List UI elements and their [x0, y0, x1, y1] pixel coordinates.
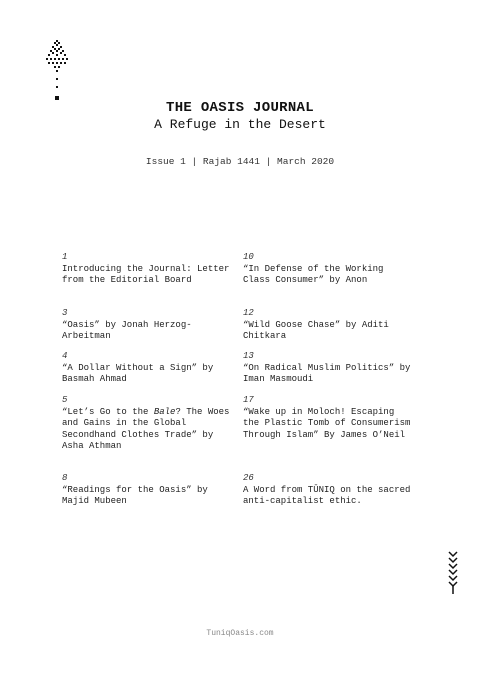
toc-entry-title: “Readings for the Oasis” by Majid Mubeen: [62, 484, 208, 507]
toc-entry-title: “Let’s Go to the Bale? The Woes and Gains in the Global Secondhand Clothes Trade” by Asha Athman: [62, 406, 230, 452]
toc-entry: [62, 308, 232, 343]
chevron-ornament-icon: [446, 550, 460, 596]
toc-page-number: 3: [62, 308, 68, 318]
journal-title: THE OASIS JOURNAL: [166, 100, 314, 116]
toc-entry: [62, 395, 232, 453]
issue-line: Issue 1 | Rajab 1441 | March 2020: [145, 156, 335, 167]
toc-entry-title: “Wild Goose Chase” by Aditi Chitkara: [243, 319, 389, 342]
footer-website: TuniqOasis.com: [206, 629, 274, 638]
toc-entry-title: “Wake up in Moloch! Escaping the Plastic Tomb of Consumerism Through Islam” By James O’Neil: [243, 406, 411, 440]
toc-page-number: 10: [243, 252, 254, 262]
toc-entry-title: “A Dollar Without a Sign” by Basmah Ahmad: [62, 362, 214, 385]
toc-entry: [243, 473, 413, 508]
toc-page-number: 17: [243, 395, 254, 405]
journal-subtitle: A Refuge in the Desert: [154, 117, 326, 132]
geometric-tree-logo-icon: [42, 40, 72, 104]
toc-entry-title: “In Defense of the Working Class Consumer” by Anon: [243, 263, 384, 286]
toc-page-number: 8: [62, 473, 68, 483]
toc-entry-title: “On Radical Muslim Politics” by Iman Masmoudi: [243, 362, 411, 385]
toc-entry: [62, 473, 232, 508]
toc-entry: [243, 308, 413, 343]
toc-page-number: 4: [62, 351, 68, 361]
toc-page-number: 26: [243, 473, 254, 483]
toc-entry-title: “Oasis” by Jonah Herzog-Arbeitman: [62, 319, 192, 342]
toc-entry: [243, 395, 413, 441]
toc-entry: [243, 351, 413, 386]
toc-entry: [243, 252, 413, 287]
toc-page-number: 13: [243, 351, 254, 361]
masthead: [0, 100, 480, 133]
toc-page-number: 5: [62, 395, 68, 405]
toc-entry: [62, 252, 232, 287]
toc-entry-title: A Word from TŪNIQ on the sacred anti-capitalist ethic.: [243, 484, 411, 507]
toc-page-number: 1: [62, 252, 68, 262]
toc-page-number: 12: [243, 308, 254, 318]
toc-entry: [62, 351, 232, 386]
toc-entry-title: Introducing the Journal: Letter from the Editorial Board: [62, 263, 230, 286]
